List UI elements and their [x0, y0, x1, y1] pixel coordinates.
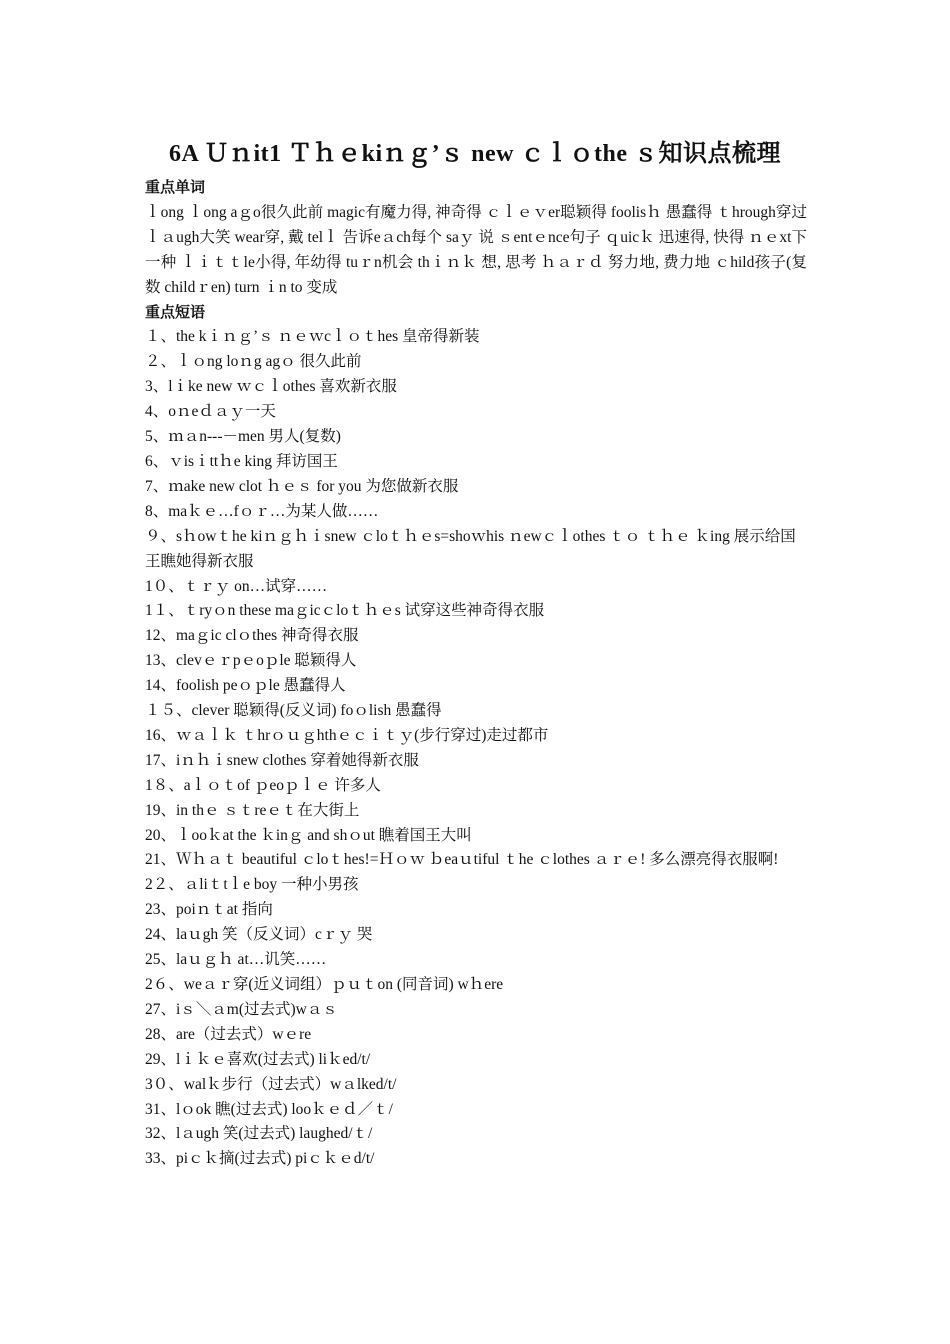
phrase-heading: 重点短语: [145, 304, 206, 321]
document-title: 6A Ｕｎit1 Ｔｈｅkiｎｇ’ｓ new ｃｌｏthe ｓ知识点梳理: [169, 141, 781, 167]
phrase-item: 31、lｏok 瞧(过去式) looｋｅｄ／ｔ/: [145, 1100, 393, 1118]
phrase-item: 5、ｍａn---－men 男人(复数): [145, 428, 341, 446]
phrase-item: 29、lｉｋｅ喜欢(过去式) liｋed/t/: [145, 1050, 371, 1068]
phrase-item: 19、in thｅ ｓｔreｅｔ在大街上: [145, 801, 360, 819]
phrase-item: 17、iｎｈｉsnew clothes 穿着她得新衣服: [145, 751, 419, 769]
phrase-item: 1１、ｔryｏn these maｇicｃloｔｈｅs 试穿这些神奇得衣服: [145, 602, 545, 620]
phrase-item: ９、sｈowｔhe kiｎｇｈｉsnew ｃloｔｈｅs=shoｗhis ｎewｃｌothes ｔｏ ｔｈｅ ｋing 展示给国王瞧她得新衣服: [145, 527, 796, 570]
phrase-item: 12、maｇic clｏthes 神奇得衣服: [145, 627, 359, 645]
phrase-item: 14、foolish peｏｐle 愚蠢得人: [145, 677, 346, 695]
phrase-item: 2２、ａliｔtｌe boy 一种小男孩: [145, 876, 359, 894]
phrase-item: 7、ｍake new clot ｈｅｓ for you 为您做新衣服: [145, 477, 459, 495]
phrase-item: 21、Ｗｈａｔ beautiful ｃloｔhes!=Ｈｏｗ ｂeaｕtiful ｔhe ｃlothes ａｒｅ! 多么漂亮得衣服啊!: [145, 851, 779, 869]
phrase-item: 1０、ｔｒｙ on…试穿……: [145, 577, 328, 595]
phrase-item: 1８、aｌｏｔof ｐeoｐｌｅ 许多人: [145, 776, 381, 794]
phrase-item: １５、clever 聪颖得(反义词) foｏlish 愚蠢得: [145, 702, 442, 720]
phrase-item: ２、ｌｏng loｎg agｏ 很久此前: [145, 353, 362, 371]
phrase-item: 8、maｋｅ…fｏｒ…为某人做……: [145, 502, 379, 520]
phrase-item: 23、poiｎｔat 指向: [145, 901, 273, 919]
phrase-item: 13、clevｅｒpｅoｐle 聪颖得人: [145, 652, 357, 670]
phrase-item: 27、iｓ＼ａm(过去式)wａｓ: [145, 1000, 338, 1018]
phrase-item: 3、lｉke new ｗｃｌothes 喜欢新衣服: [145, 378, 397, 396]
phrase-item: 33、piｃｋ摘(过去式) piｃｋｅd/t/: [145, 1150, 375, 1168]
phrase-item: 16、ｗａｌｋ ｔhrｏｕｇhthｅｃｉｔｙ(步行穿过)走过都市: [145, 726, 549, 744]
vocab-paragraph: ｌong ｌong aｇo很久此前 magic有魔力得, 神奇得 ｃｌｅｖer聪颖得 foolisｈ 愚蠢得 ｔhrough穿过 ｌａugh大笑 wear穿, 戴 telｌ 告诉eａch每个 saｙ 说 ｓentｅnce句子 ｑuicｋ 迅速得, 快得 ｎｅxt下一种 ｌｉｔｔle小得, 年幼得 tuｒn机会 thｉｎｋ 想, 思考 ｈａｒｄ 努力地, 费力地 ｃhild孩子(复数 childｒen) turn ｉn to 变成: [145, 203, 807, 296]
phrase-item: 25、laｕｇｈ at…讥笑……: [145, 951, 327, 969]
phrase-item: 2６、weａｒ穿(近义词组）ｐｕｔon (同音词) wｈere: [145, 976, 504, 993]
phrase-item: 28、are（过去式）wｅre: [145, 1025, 312, 1043]
phrase-item: 32、lａugh 笑(过去式) laughed/ｔ/: [145, 1125, 373, 1143]
phrase-item: 3０、walｋ步行（过去式）wａlked/t/: [145, 1075, 397, 1093]
document-body: [145, 176, 807, 1172]
phrase-item: 4、oｎeｄａｙ一天: [145, 403, 276, 421]
phrase-item: １、the kｉｎｇ’ｓ ｎｅｗcｌｏｔhes 皇帝得新装: [145, 328, 480, 346]
phrase-list: [145, 325, 807, 1172]
phrase-item: 20、ｌooｋat the ｋinｇ and shｏut 瞧着国王大叫: [145, 826, 472, 844]
phrase-item: 24、laｕgh 笑（反义词）cｒｙ 哭: [145, 926, 373, 944]
phrase-item: 6、ｖisｉttｈe king 拜访国王: [145, 452, 338, 470]
vocab-heading: 重点单词: [145, 180, 206, 196]
